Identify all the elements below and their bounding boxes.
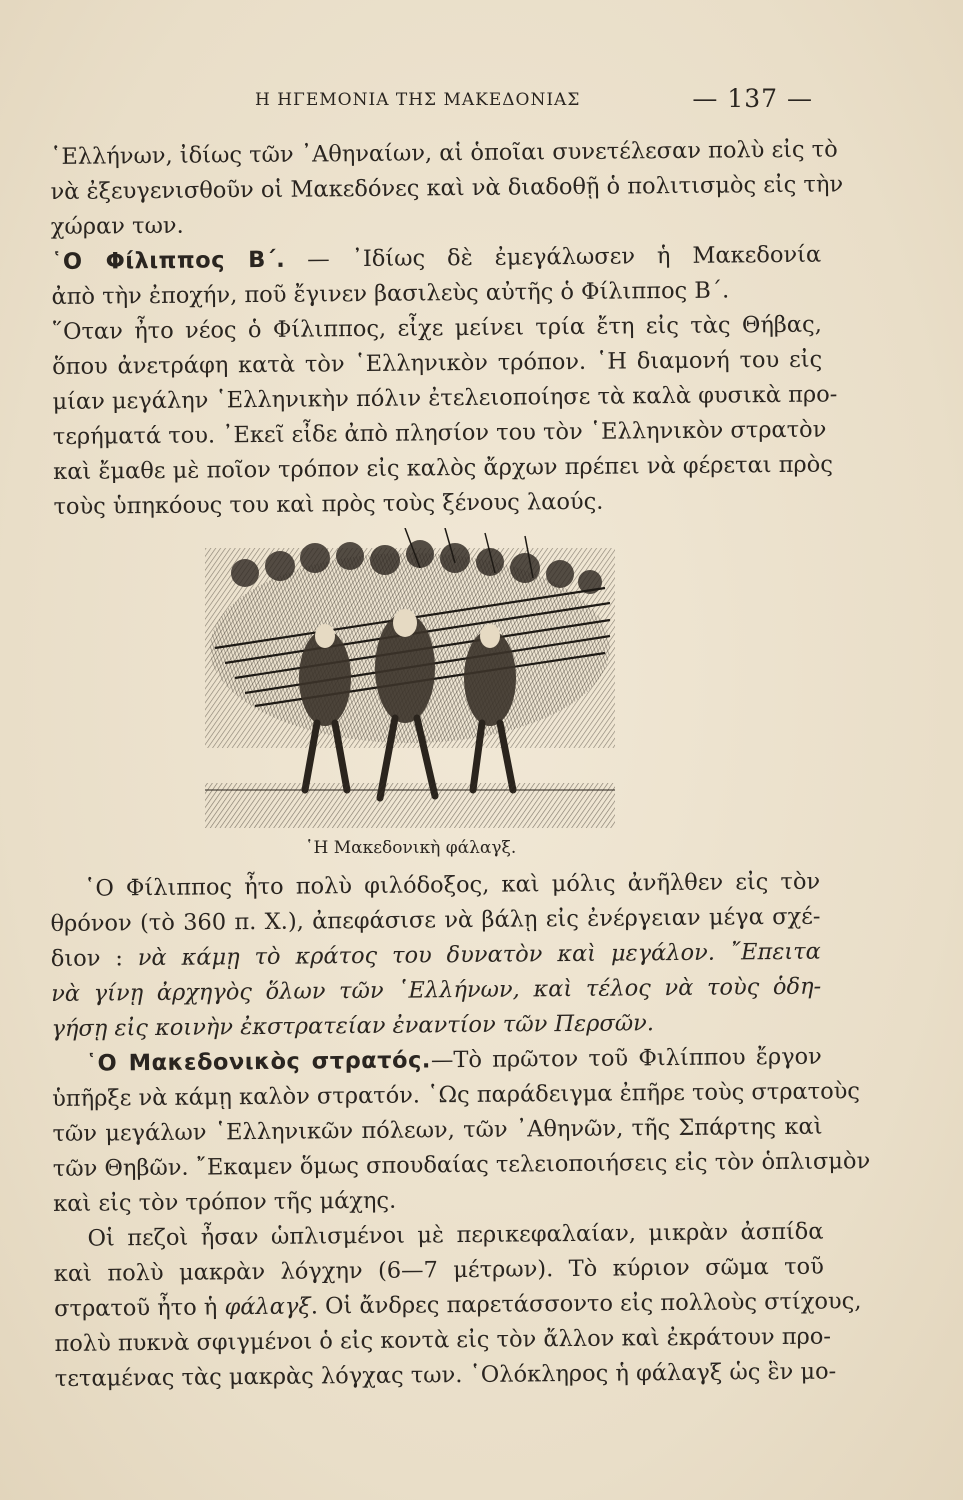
text-line: ῾Ελλήνων, ἰδίως τῶν ᾿Αθηναίων, αἱ ὁποῖαι συνετέλεσαν πολὺ εἰς τὸ (50, 136, 838, 170)
text-line: γήσῃ εἰς κοινὴν ἐκστρατείαν ἐναντίον τῶν Περσῶν. (51, 1010, 655, 1042)
running-title: Η ΗΓΕΜΟΝΙΑ ΤΗΣ ΜΑΚΕΔΟΝΙΑΣ (255, 90, 581, 110)
text-line: τεταμένας τὰς μακρὰς λόγχας των. ῾Ολόκληρος ἡ φάλαγξ ὡς ἓν μο- (54, 1358, 837, 1392)
text-line: τοὺς ὑπηκόους του καὶ πρὸς τοὺς ξένους λαούς. (53, 488, 604, 520)
section-heading-line: ῾Ο Μακεδονικὸς στρατός.—Τὸ πρῶτον τοῦ Φιλίππου ἔργον (85, 1043, 822, 1077)
text-line: τῶν Θηβῶν. ῎Εκαμεν ὅμως σπουδαίας τελειοποιήσεις εἰς τὸν ὁπλισμὸν (52, 1148, 871, 1182)
text-line: ἀπὸ τὴν ἐποχήν, ποῦ ἔγινεν βασιλεὺς αὐτῆς ὁ Φίλιππος Β΄. (51, 277, 730, 310)
text-line: νὰ ἐξευγενισθοῦν οἱ Μακεδόνες καὶ νὰ διαδοθῇ ὁ πολιτισμὸς εἰς τὴν (50, 171, 844, 205)
top-text-block (50, 133, 844, 525)
text-line: ὅπου ἀνετράφη κατὰ τὸν ῾Ελληνικὸν τρόπον. ῾Η διαμονή του εἰς (52, 346, 823, 380)
phalanx-illustration (205, 528, 615, 828)
text-line: θρόνον (τὸ 360 π. Χ.), ἀπεφάσισε νὰ βάλῃ εἰς ἐνέργειαν μέγα σχέ- (50, 903, 821, 937)
text-line: μίαν μεγάλην ῾Ελληνικὴν πόλιν ἐτελειοποίησε τὰ καλὰ φυσικὰ προ- (52, 381, 838, 415)
page-header (255, 84, 813, 118)
text-line: τερήματά του. ᾿Εκεῖ εἶδε ἀπὸ πλησίον του τὸν ῾Ελληνικὸν στρατὸν (52, 416, 827, 450)
text-line: καὶ ἔμαθε μὲ ποῖον τρόπον εἰς καλὸς ἄρχων πρέπει νὰ φέρεται πρὸς (53, 451, 833, 485)
text-line: χώραν των. (50, 212, 184, 240)
section-heading: ῾Ο Μακεδονικὸς στρατός. (85, 1047, 432, 1077)
text-line: νὰ γίνῃ ἀρχηγὸς ὅλων τῶν ῾Ελλήνων, καὶ τέλος νὰ τοὺς ὁδη- (51, 973, 822, 1007)
text-line: στρατοῦ ἦτο ἡ φάλαγξ. Οἱ ἄνδρες παρετάσσοντο εἰς πολλοὺς στίχους, (54, 1288, 862, 1322)
text-line: πολὺ πυκνὰ σφιγμένοι ὁ εἰς κοντὰ εἰς τὸν ἄλλον καὶ ἐκράτουν προ- (54, 1323, 832, 1357)
text-line: καὶ εἰς τὸν τρόπον τῆς μάχης. (53, 1187, 397, 1217)
figure-caption: ῾Η Μακεδονικὴ φάλαγξ. (305, 838, 517, 858)
bottom-text-block (50, 865, 871, 1397)
text-line: καὶ πολὺ μακρὰν λόγχην (6—7 μέτρων). Τὸ κύριον σῶμα τοῦ (53, 1253, 824, 1287)
page-number: — 137 — (692, 84, 813, 113)
section-heading-line: ῾Ο Φίλιππος Β΄. — ᾿Ιδίως δὲ ἐμεγάλωσεν ἡ Μακεδονία (51, 241, 822, 275)
text-line: ῾Ο Φίλιππος ἦτο πολὺ φιλόδοξος, καὶ μόλις ἀνῆλθεν εἰς τὸν (84, 868, 821, 902)
section-heading: ῾Ο Φίλιππος Β΄. (51, 246, 286, 275)
text-line: τῶν μεγάλων ῾Ελληνικῶν πόλεων, τῶν ᾿Αθηνῶν, τῆς Σπάρτης καὶ (52, 1113, 823, 1147)
phalanx-engraving (205, 528, 615, 828)
text-line: ὑπῆρξε νὰ κάμῃ καλὸν στρατόν. ῾Ως παράδειγμα ἐπῆρε τοὺς στρατοὺς (52, 1078, 861, 1112)
text-line: Οἱ πεζοὶ ἦσαν ὡπλισμένοι μὲ περικεφαλαίαν, μικρὰν ἀσπίδα (87, 1218, 824, 1252)
text-line: ῞Οταν ἦτο νέος ὁ Φίλιππος, εἶχε μείνει τρία ἔτη εἰς τὰς Θήβας, (51, 311, 822, 345)
text-line: διον : νὰ κάμῃ τὸ κράτος του δυνατὸν καὶ μεγάλον. ῎Επειτα (50, 938, 821, 972)
